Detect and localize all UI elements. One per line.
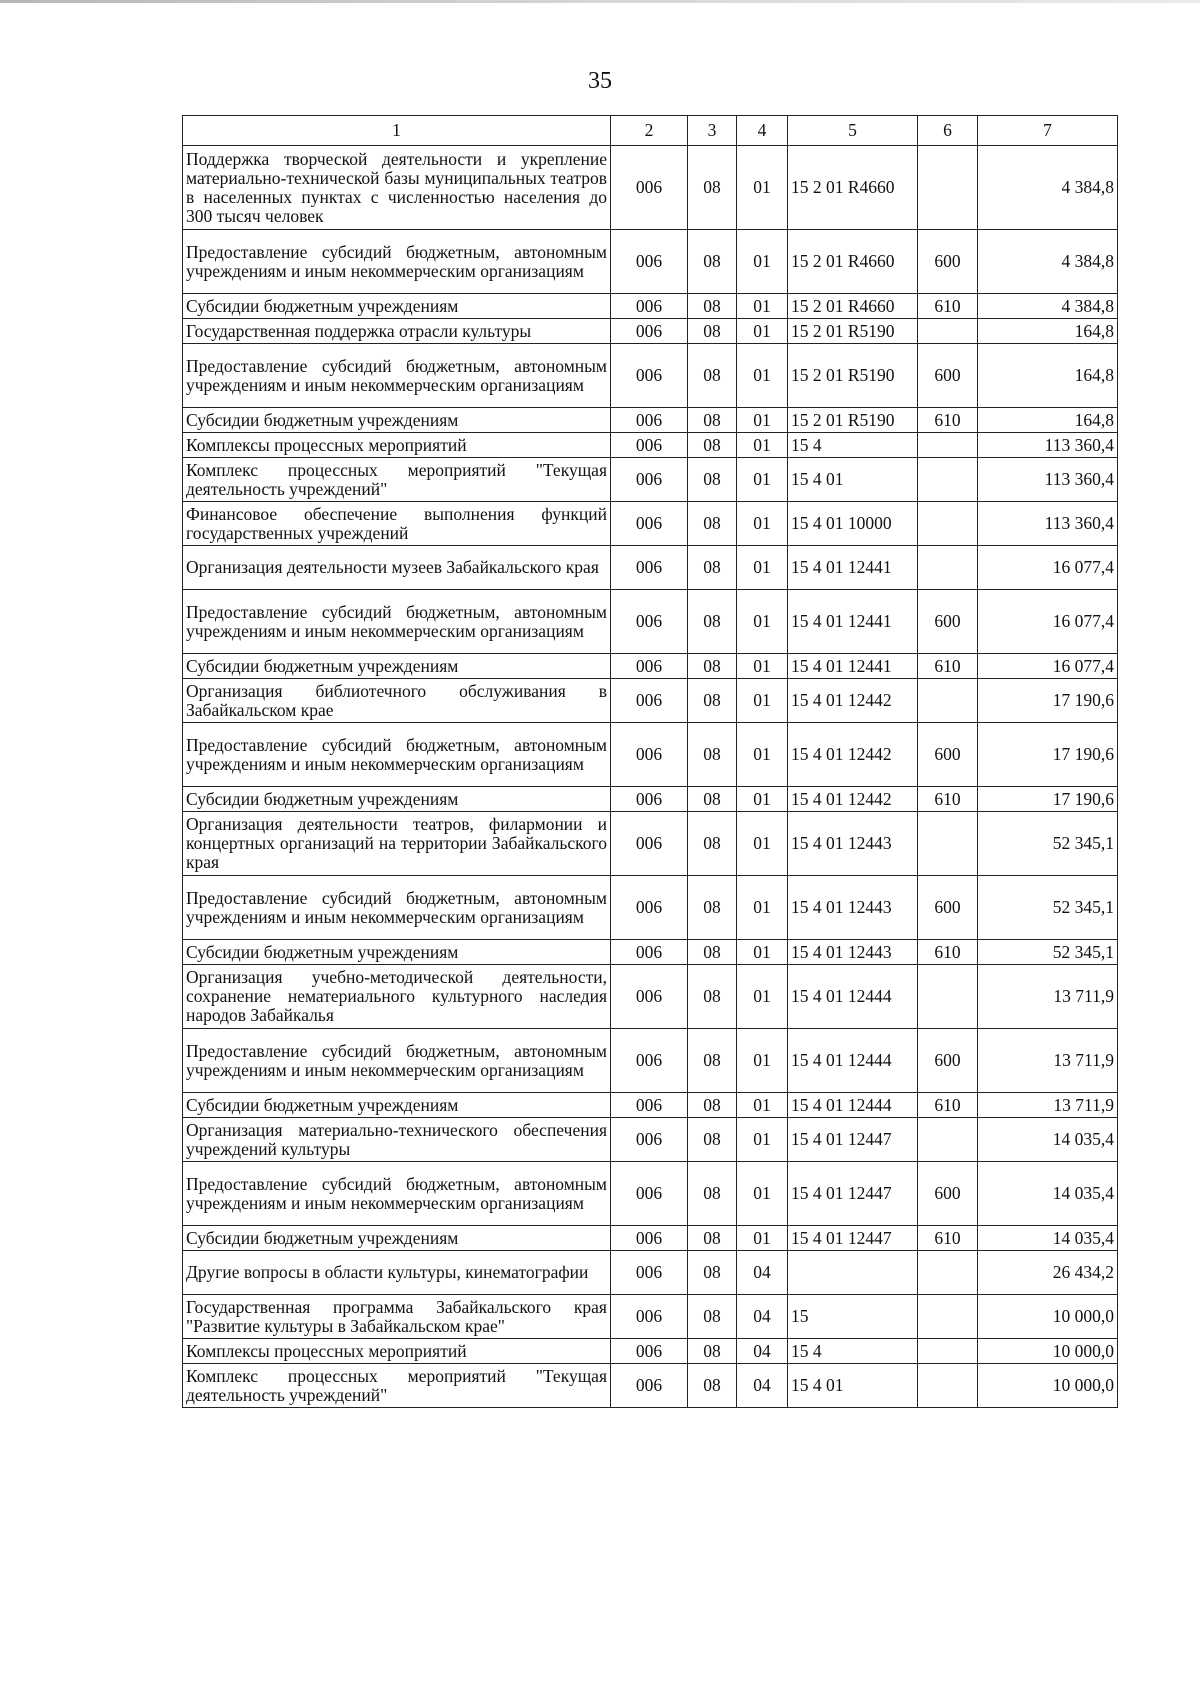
table-row — [183, 408, 1118, 433]
expense-type-code: 610 — [918, 1226, 978, 1251]
ministry-code: 006 — [611, 502, 688, 546]
section-code: 08 — [688, 146, 737, 230]
subsection-code: 01 — [737, 787, 788, 812]
table-row — [183, 344, 1118, 408]
target-article-code: 15 4 01 12441 — [788, 590, 918, 654]
table-row — [183, 654, 1118, 679]
amount: 13 711,9 — [978, 1029, 1118, 1093]
row-name: Другие вопросы в области культуры, кинематографии — [183, 1251, 611, 1295]
amount: 164,8 — [978, 408, 1118, 433]
expense-type-code: 610 — [918, 408, 978, 433]
subsection-code: 01 — [737, 1093, 788, 1118]
ministry-code: 006 — [611, 876, 688, 940]
row-name: Организация библиотечного обслуживания в Забайкальском крае — [183, 679, 611, 723]
subsection-code: 01 — [737, 1118, 788, 1162]
ministry-code: 006 — [611, 1118, 688, 1162]
subsection-code: 04 — [737, 1295, 788, 1339]
ministry-code: 006 — [611, 408, 688, 433]
row-name: Предоставление субсидий бюджетным, автономным учреждениям и иным некоммерческим организациям — [183, 230, 611, 294]
subsection-code: 01 — [737, 590, 788, 654]
row-name: Организация материально-технического обеспечения учреждений культуры — [183, 1118, 611, 1162]
subsection-code: 01 — [737, 1029, 788, 1093]
amount: 16 077,4 — [978, 546, 1118, 590]
amount: 164,8 — [978, 344, 1118, 408]
table-row — [183, 458, 1118, 502]
target-article-code: 15 2 01 R5190 — [788, 319, 918, 344]
subsection-code: 01 — [737, 230, 788, 294]
expense-type-code — [918, 679, 978, 723]
target-article-code: 15 4 01 12441 — [788, 654, 918, 679]
table-row — [183, 433, 1118, 458]
target-article-code: 15 4 01 12444 — [788, 965, 918, 1029]
ministry-code: 006 — [611, 1162, 688, 1226]
section-code: 08 — [688, 1118, 737, 1162]
row-name: Предоставление субсидий бюджетным, автономным учреждениям и иным некоммерческим организациям — [183, 876, 611, 940]
row-name: Комплексы процессных мероприятий — [183, 1339, 611, 1364]
section-code: 08 — [688, 502, 737, 546]
expense-type-code — [918, 458, 978, 502]
page-number: 35 — [588, 68, 612, 94]
section-code: 08 — [688, 1226, 737, 1251]
ministry-code: 006 — [611, 146, 688, 230]
subsection-code: 01 — [737, 812, 788, 876]
ministry-code: 006 — [611, 458, 688, 502]
section-code: 08 — [688, 1162, 737, 1226]
row-name: Поддержка творческой деятельности и укрепление материально-технической базы муниципальных театров в населенных пунктах с численностью населения до 300 тысяч человек — [183, 146, 611, 230]
expense-type-code — [918, 812, 978, 876]
section-code: 08 — [688, 940, 737, 965]
subsection-code: 01 — [737, 1162, 788, 1226]
column-header: 7 — [978, 116, 1118, 146]
target-article-code: 15 4 01 12441 — [788, 546, 918, 590]
row-name: Организация деятельности театров, филармонии и концертных организаций на территории Забайкальского края — [183, 812, 611, 876]
amount: 26 434,2 — [978, 1251, 1118, 1295]
row-name: Предоставление субсидий бюджетным, автономным учреждениям и иным некоммерческим организациям — [183, 344, 611, 408]
amount: 17 190,6 — [978, 787, 1118, 812]
ministry-code: 006 — [611, 812, 688, 876]
ministry-code: 006 — [611, 230, 688, 294]
expense-type-code: 610 — [918, 787, 978, 812]
section-code: 08 — [688, 294, 737, 319]
section-code: 08 — [688, 965, 737, 1029]
expense-type-code: 610 — [918, 294, 978, 319]
subsection-code: 01 — [737, 1226, 788, 1251]
ministry-code: 006 — [611, 546, 688, 590]
expense-type-code: 600 — [918, 1162, 978, 1226]
target-article-code: 15 2 01 R4660 — [788, 230, 918, 294]
subsection-code: 01 — [737, 458, 788, 502]
row-name: Субсидии бюджетным учреждениям — [183, 940, 611, 965]
subsection-code: 01 — [737, 146, 788, 230]
header-row — [183, 116, 1118, 146]
expense-type-code: 600 — [918, 344, 978, 408]
target-article-code: 15 4 01 12447 — [788, 1118, 918, 1162]
section-code: 08 — [688, 1029, 737, 1093]
table-row — [183, 319, 1118, 344]
subsection-code: 01 — [737, 546, 788, 590]
expense-type-code: 600 — [918, 723, 978, 787]
target-article-code: 15 4 01 — [788, 1364, 918, 1408]
target-article-code — [788, 1251, 918, 1295]
amount: 13 711,9 — [978, 965, 1118, 1029]
section-code: 08 — [688, 458, 737, 502]
section-code: 08 — [688, 546, 737, 590]
row-name: Субсидии бюджетным учреждениям — [183, 1226, 611, 1251]
expense-type-code — [918, 546, 978, 590]
target-article-code: 15 4 01 — [788, 458, 918, 502]
row-name: Субсидии бюджетным учреждениям — [183, 408, 611, 433]
ministry-code: 006 — [611, 344, 688, 408]
section-code: 08 — [688, 723, 737, 787]
subsection-code: 01 — [737, 294, 788, 319]
amount: 113 360,4 — [978, 502, 1118, 546]
row-name: Субсидии бюджетным учреждениям — [183, 1093, 611, 1118]
target-article-code: 15 4 01 12443 — [788, 940, 918, 965]
target-article-code: 15 4 01 12444 — [788, 1093, 918, 1118]
target-article-code: 15 4 01 12443 — [788, 812, 918, 876]
table-row — [183, 965, 1118, 1029]
amount: 13 711,9 — [978, 1093, 1118, 1118]
table-row — [183, 1251, 1118, 1295]
table-row — [183, 146, 1118, 230]
column-header: 2 — [611, 116, 688, 146]
section-code: 08 — [688, 319, 737, 344]
ministry-code: 006 — [611, 1226, 688, 1251]
subsection-code: 01 — [737, 319, 788, 344]
section-code: 08 — [688, 812, 737, 876]
target-article-code: 15 2 01 R5190 — [788, 344, 918, 408]
amount: 164,8 — [978, 319, 1118, 344]
subsection-code: 01 — [737, 679, 788, 723]
row-name: Предоставление субсидий бюджетным, автономным учреждениям и иным некоммерческим организациям — [183, 1029, 611, 1093]
column-header: 4 — [737, 116, 788, 146]
table-row — [183, 679, 1118, 723]
budget-table — [182, 115, 1118, 1408]
target-article-code: 15 4 01 12444 — [788, 1029, 918, 1093]
table-row — [183, 812, 1118, 876]
target-article-code: 15 4 01 12443 — [788, 876, 918, 940]
section-code: 08 — [688, 344, 737, 408]
ministry-code: 006 — [611, 940, 688, 965]
target-article-code: 15 4 01 12447 — [788, 1162, 918, 1226]
amount: 14 035,4 — [978, 1162, 1118, 1226]
table-row — [183, 723, 1118, 787]
amount: 10 000,0 — [978, 1339, 1118, 1364]
section-code: 08 — [688, 433, 737, 458]
subsection-code: 01 — [737, 344, 788, 408]
target-article-code: 15 2 01 R4660 — [788, 294, 918, 319]
ministry-code: 006 — [611, 1093, 688, 1118]
ministry-code: 006 — [611, 590, 688, 654]
column-header: 6 — [918, 116, 978, 146]
expense-type-code — [918, 433, 978, 458]
subsection-code: 01 — [737, 965, 788, 1029]
subsection-code: 01 — [737, 723, 788, 787]
table-row — [183, 1093, 1118, 1118]
ministry-code: 006 — [611, 1339, 688, 1364]
ministry-code: 006 — [611, 319, 688, 344]
section-code: 08 — [688, 1093, 737, 1118]
table-row — [183, 1295, 1118, 1339]
row-name: Субсидии бюджетным учреждениям — [183, 294, 611, 319]
expense-type-code: 600 — [918, 590, 978, 654]
row-name: Предоставление субсидий бюджетным, автономным учреждениям и иным некоммерческим организациям — [183, 590, 611, 654]
ministry-code: 006 — [611, 1251, 688, 1295]
section-code: 08 — [688, 1339, 737, 1364]
subsection-code: 04 — [737, 1251, 788, 1295]
section-code: 08 — [688, 230, 737, 294]
row-name: Организация учебно-методической деятельности, сохранение нематериального культурного наследия народов Забайкалья — [183, 965, 611, 1029]
row-name: Комплексы процессных мероприятий — [183, 433, 611, 458]
expense-type-code: 610 — [918, 940, 978, 965]
expense-type-code — [918, 319, 978, 344]
expense-type-code — [918, 1339, 978, 1364]
amount: 17 190,6 — [978, 723, 1118, 787]
ministry-code: 006 — [611, 433, 688, 458]
ministry-code: 006 — [611, 679, 688, 723]
ministry-code: 006 — [611, 1295, 688, 1339]
table-row — [183, 502, 1118, 546]
row-name: Государственная программа Забайкальского края "Развитие культуры в Забайкальском крае" — [183, 1295, 611, 1339]
subsection-code: 01 — [737, 502, 788, 546]
table-row — [183, 230, 1118, 294]
table-row — [183, 1162, 1118, 1226]
target-article-code: 15 4 — [788, 1339, 918, 1364]
amount: 14 035,4 — [978, 1118, 1118, 1162]
section-code: 08 — [688, 876, 737, 940]
ministry-code: 006 — [611, 1029, 688, 1093]
table-row — [183, 1339, 1118, 1364]
amount: 10 000,0 — [978, 1364, 1118, 1408]
column-header: 5 — [788, 116, 918, 146]
section-code: 08 — [688, 679, 737, 723]
row-name: Организация деятельности музеев Забайкальского края — [183, 546, 611, 590]
section-code: 08 — [688, 1295, 737, 1339]
expense-type-code — [918, 146, 978, 230]
expense-type-code: 600 — [918, 230, 978, 294]
ministry-code: 006 — [611, 654, 688, 679]
target-article-code: 15 4 01 12442 — [788, 723, 918, 787]
target-article-code: 15 4 01 12442 — [788, 787, 918, 812]
section-code: 08 — [688, 787, 737, 812]
target-article-code: 15 2 01 R4660 — [788, 146, 918, 230]
amount: 113 360,4 — [978, 433, 1118, 458]
amount: 14 035,4 — [978, 1226, 1118, 1251]
amount: 52 345,1 — [978, 940, 1118, 965]
ministry-code: 006 — [611, 965, 688, 1029]
subsection-code: 01 — [737, 433, 788, 458]
ministry-code: 006 — [611, 723, 688, 787]
table-row — [183, 787, 1118, 812]
amount: 4 384,8 — [978, 294, 1118, 319]
row-name: Субсидии бюджетным учреждениям — [183, 654, 611, 679]
subsection-code: 04 — [737, 1339, 788, 1364]
expense-type-code: 600 — [918, 876, 978, 940]
target-article-code: 15 4 01 12442 — [788, 679, 918, 723]
expense-type-code — [918, 965, 978, 1029]
table-row — [183, 1118, 1118, 1162]
section-code: 08 — [688, 1364, 737, 1408]
subsection-code: 01 — [737, 940, 788, 965]
subsection-code: 01 — [737, 654, 788, 679]
table-body — [183, 146, 1118, 1408]
amount: 16 077,4 — [978, 590, 1118, 654]
amount: 4 384,8 — [978, 230, 1118, 294]
table-row — [183, 940, 1118, 965]
row-name: Государственная поддержка отрасли культуры — [183, 319, 611, 344]
amount: 17 190,6 — [978, 679, 1118, 723]
table-row — [183, 546, 1118, 590]
amount: 52 345,1 — [978, 812, 1118, 876]
section-code: 08 — [688, 408, 737, 433]
amount: 113 360,4 — [978, 458, 1118, 502]
expense-type-code — [918, 1118, 978, 1162]
target-article-code: 15 4 01 12447 — [788, 1226, 918, 1251]
column-header: 1 — [183, 116, 611, 146]
section-code: 08 — [688, 654, 737, 679]
subsection-code: 01 — [737, 876, 788, 940]
table-row — [183, 876, 1118, 940]
table-row — [183, 1226, 1118, 1251]
expense-type-code: 600 — [918, 1029, 978, 1093]
target-article-code: 15 — [788, 1295, 918, 1339]
expense-type-code: 610 — [918, 654, 978, 679]
row-name: Комплекс процессных мероприятий "Текущая деятельность учреждений" — [183, 458, 611, 502]
scan-edge — [0, 0, 1200, 3]
table-row — [183, 590, 1118, 654]
amount: 10 000,0 — [978, 1295, 1118, 1339]
row-name: Предоставление субсидий бюджетным, автономным учреждениям и иным некоммерческим организациям — [183, 1162, 611, 1226]
amount: 52 345,1 — [978, 876, 1118, 940]
table-row — [183, 1029, 1118, 1093]
ministry-code: 006 — [611, 294, 688, 319]
expense-type-code — [918, 502, 978, 546]
expense-type-code: 610 — [918, 1093, 978, 1118]
amount: 16 077,4 — [978, 654, 1118, 679]
section-code: 08 — [688, 590, 737, 654]
target-article-code: 15 4 01 10000 — [788, 502, 918, 546]
subsection-code: 04 — [737, 1364, 788, 1408]
row-name: Предоставление субсидий бюджетным, автономным учреждениям и иным некоммерческим организациям — [183, 723, 611, 787]
expense-type-code — [918, 1251, 978, 1295]
row-name: Комплекс процессных мероприятий "Текущая деятельность учреждений" — [183, 1364, 611, 1408]
table-row — [183, 294, 1118, 319]
section-code: 08 — [688, 1251, 737, 1295]
column-header: 3 — [688, 116, 737, 146]
ministry-code: 006 — [611, 1364, 688, 1408]
subsection-code: 01 — [737, 408, 788, 433]
row-name: Субсидии бюджетным учреждениям — [183, 787, 611, 812]
row-name: Финансовое обеспечение выполнения функций государственных учреждений — [183, 502, 611, 546]
target-article-code: 15 2 01 R5190 — [788, 408, 918, 433]
ministry-code: 006 — [611, 787, 688, 812]
expense-type-code — [918, 1295, 978, 1339]
table-row — [183, 1364, 1118, 1408]
expense-type-code — [918, 1364, 978, 1408]
target-article-code: 15 4 — [788, 433, 918, 458]
amount: 4 384,8 — [978, 146, 1118, 230]
